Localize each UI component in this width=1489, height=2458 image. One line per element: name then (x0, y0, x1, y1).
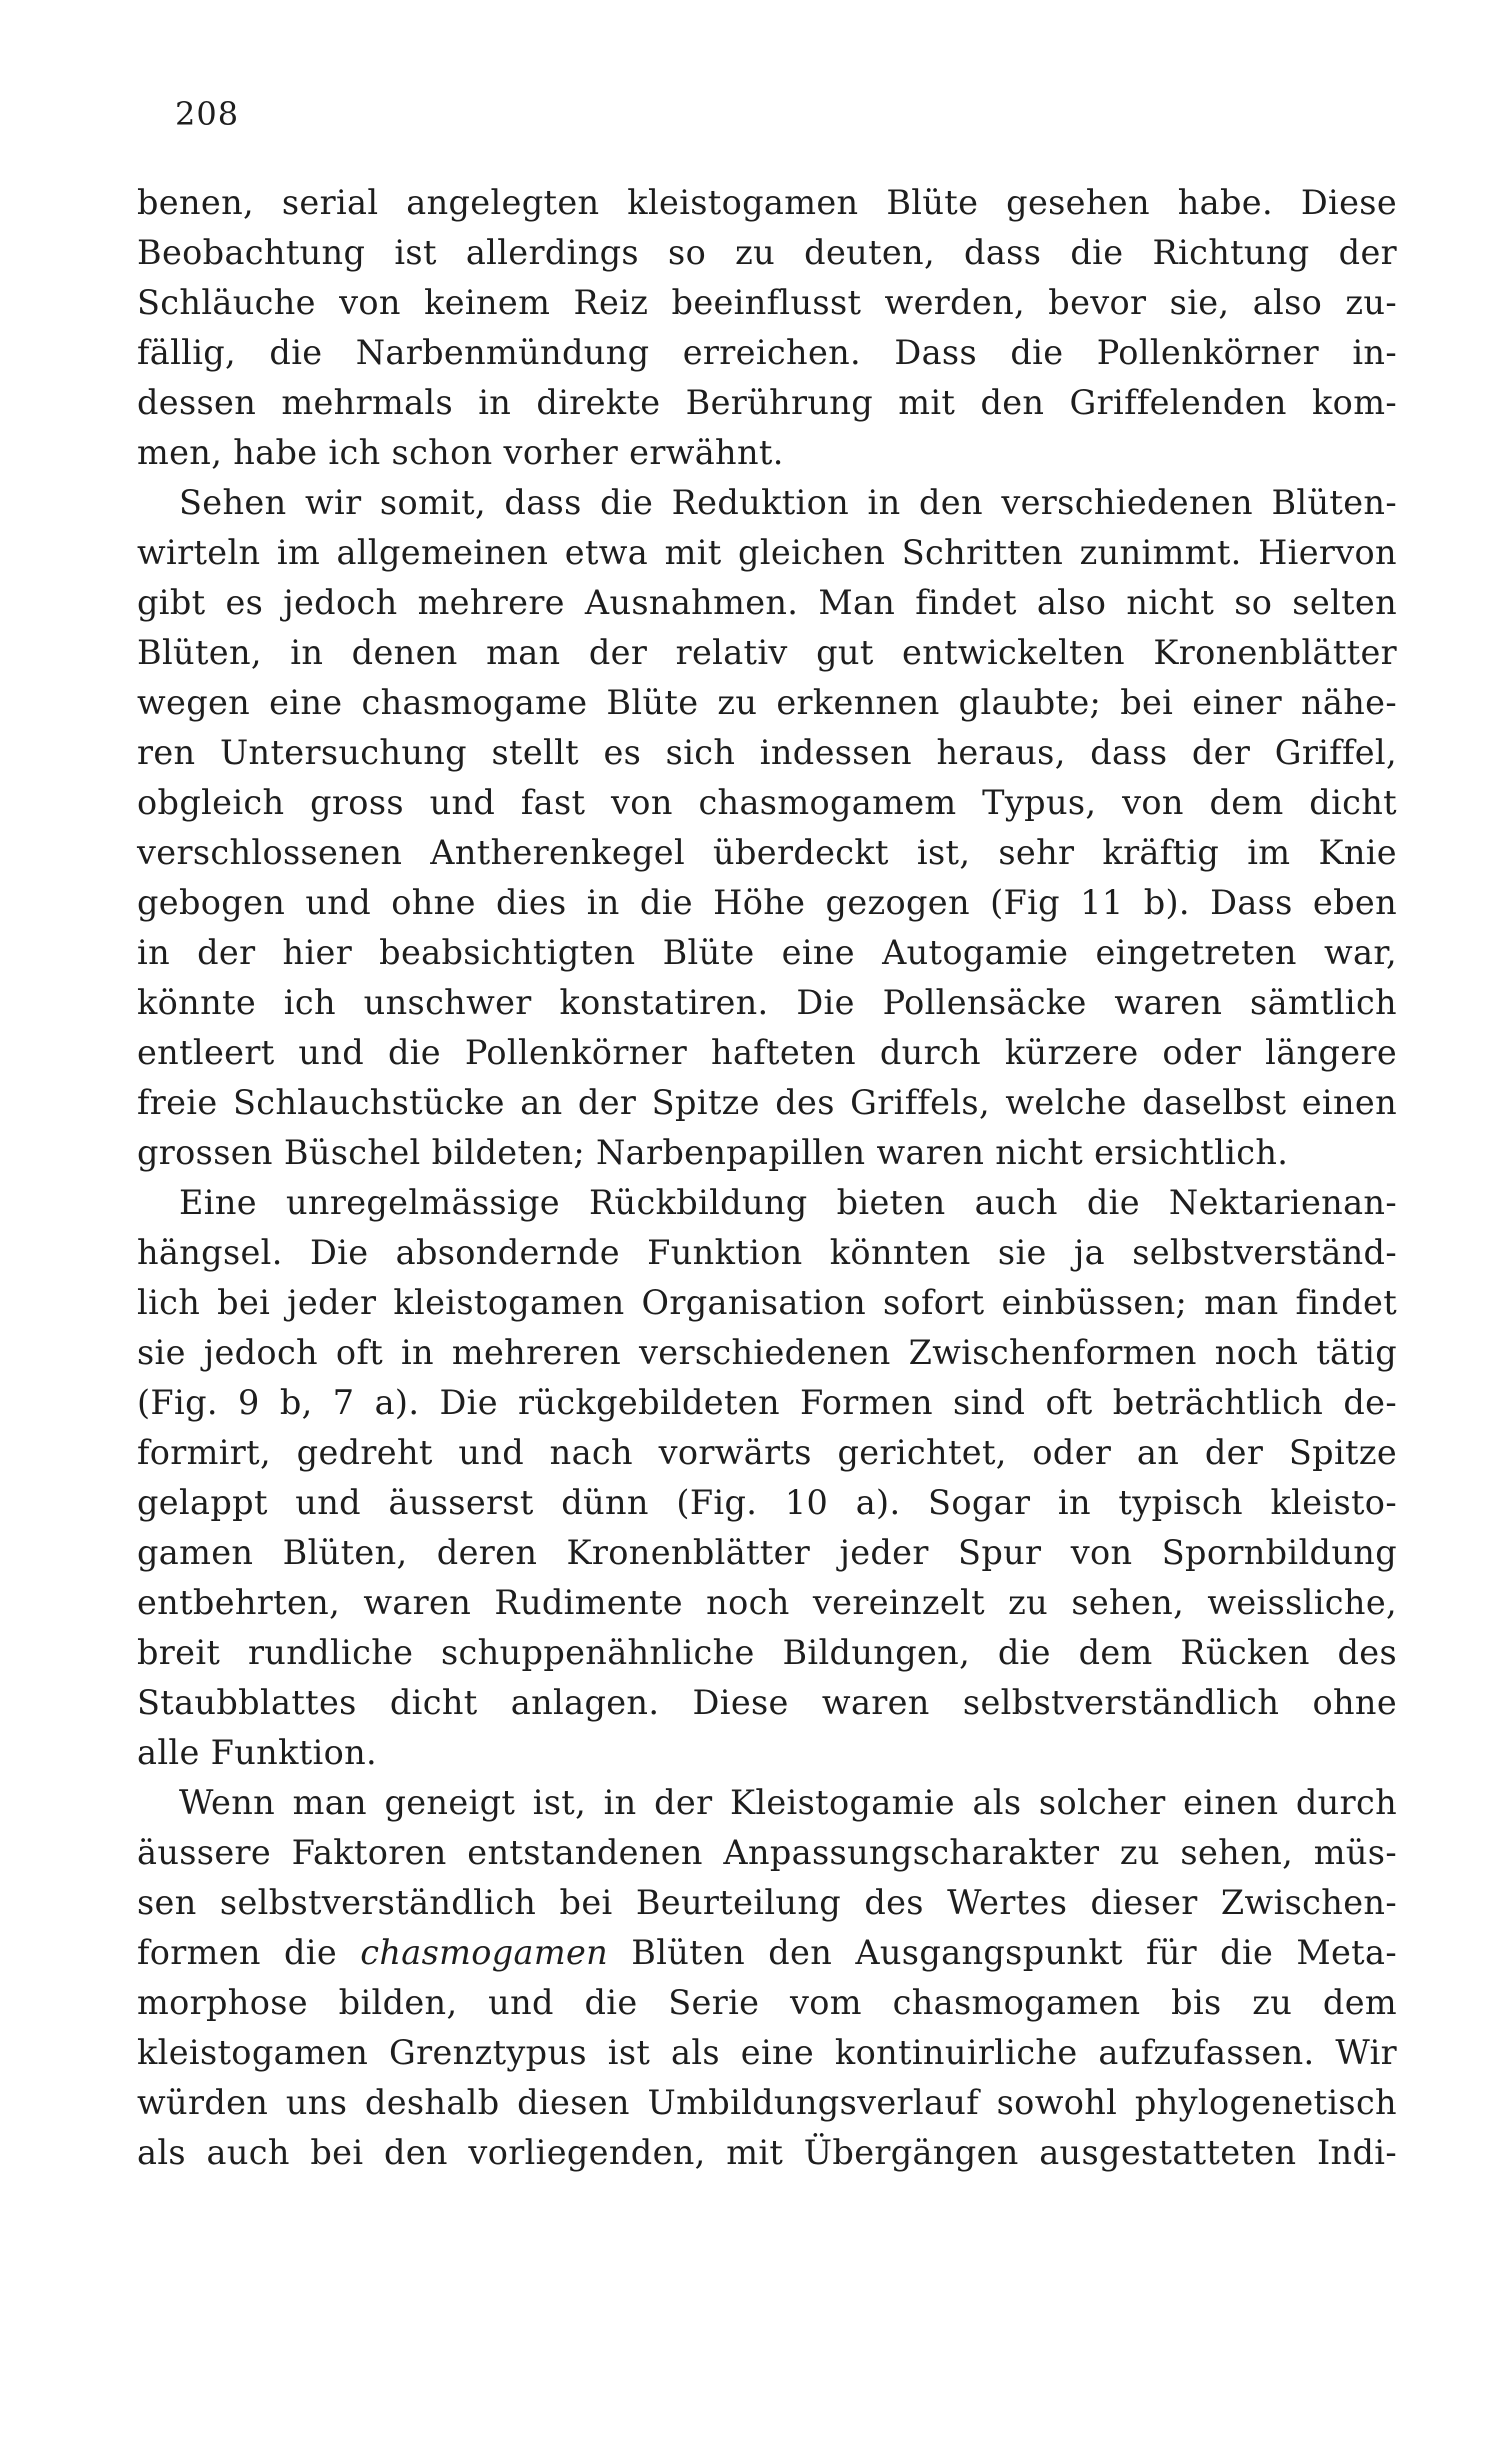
text-line: Blüten, in denen man der relativ gut entwickelten Kronenblätter (137, 633, 1397, 672)
text-line: gebogen und ohne dies in die Höhe gezogen (Fig 11 b). Dass eben (137, 883, 1397, 922)
text-line: kleistogamen Grenztypus ist als eine kontinuirliche aufzufassen. Wir (137, 2033, 1397, 2072)
text-line: men, habe ich schon vorher erwähnt. (137, 433, 784, 472)
text-line: Staubblattes dicht anlagen. Diese waren selbstverständlich ohne (137, 1683, 1397, 1722)
text-line: wegen eine chasmogame Blüte zu erkennen glaubte; bei einer nähe- (137, 683, 1397, 722)
text-line: gibt es jedoch mehrere Ausnahmen. Man findet also nicht so selten (137, 583, 1397, 622)
text-line: sen selbstverständlich bei Beurteilung des Wertes dieser Zwischen- (137, 1883, 1397, 1922)
text-line: entbehrten, waren Rudimente noch vereinzelt zu sehen, weissliche, (137, 1583, 1397, 1622)
page-number: 208 (175, 95, 240, 133)
text-line: Wenn man geneigt ist, in der Kleistogamie als solcher einen durch (179, 1783, 1397, 1822)
text-line: breit rundliche schuppenähnliche Bildungen, die dem Rücken des (137, 1633, 1397, 1672)
text-line: grossen Büschel bildeten; Narbenpapillen waren nicht ersichtlich. (137, 1133, 1289, 1172)
text-line: gamen Blüten, deren Kronenblätter jeder Spur von Spornbildung (137, 1533, 1397, 1572)
text-line: gelappt und äusserst dünn (Fig. 10 a). Sogar in typisch kleisto- (137, 1483, 1397, 1522)
paragraph (137, 178, 1397, 478)
text-line: fällig, die Narbenmündung erreichen. Dass die Pollenkörner in- (137, 333, 1397, 372)
text-line: lich bei jeder kleistogamen Organisation sofort einbüssen; man findet (137, 1283, 1397, 1322)
text-line: Schläuche von keinem Reiz beeinflusst werden, bevor sie, also zu- (137, 283, 1397, 322)
text-line: äussere Faktoren entstandenen Anpassungscharakter zu sehen, müs- (137, 1833, 1397, 1872)
text-line: Sehen wir somit, dass die Reduktion in den verschiedenen Blüten- (179, 483, 1397, 522)
text-line: morphose bilden, und die Serie vom chasmogamen bis zu dem (137, 1983, 1397, 2022)
text-line: würden uns deshalb diesen Umbildungsverlauf sowohl phylogenetisch (137, 2083, 1397, 2122)
text-line: hängsel. Die absondernde Funktion könnten sie ja selbstverständ- (137, 1233, 1397, 1272)
paragraph (137, 1178, 1397, 1778)
text-line: obgleich gross und fast von chasmogamem Typus, von dem dicht (137, 783, 1397, 822)
text-line: könnte ich unschwer konstatiren. Die Pollensäcke waren sämtlich (137, 983, 1397, 1022)
text-line: in der hier beabsichtigten Blüte eine Autogamie eingetreten war, (137, 933, 1397, 972)
text-line: freie Schlauchstücke an der Spitze des Griffels, welche daselbst einen (137, 1083, 1397, 1122)
text-line: dessen mehrmals in direkte Berührung mit den Griffelenden kom- (137, 383, 1397, 422)
text-line: formen die chasmogamen Blüten den Ausgangspunkt für die Meta- (137, 1933, 1397, 1972)
text-line: ren Untersuchung stellt es sich indessen heraus, dass der Griffel, (137, 733, 1397, 772)
text-line: entleert und die Pollenkörner hafteten durch kürzere oder längere (137, 1033, 1397, 1072)
text-line: Eine unregelmässige Rückbildung bieten auch die Nektarienan- (179, 1183, 1397, 1222)
text-line: benen, serial angelegten kleistogamen Blüte gesehen habe. Diese (137, 183, 1397, 222)
text-line: (Fig. 9 b, 7 a). Die rückgebildeten Formen sind oft beträchtlich de- (137, 1383, 1397, 1422)
paragraph (137, 478, 1397, 1178)
paragraph (137, 1778, 1397, 2178)
italic-term: chasmogamen (360, 1933, 609, 1972)
text-line: verschlossenen Antherenkegel überdeckt ist, sehr kräftig im Knie (137, 833, 1397, 872)
text-line: alle Funktion. (137, 1733, 378, 1772)
body-text (137, 178, 1397, 2178)
text-line: Beobachtung ist allerdings so zu deuten, dass die Richtung der (137, 233, 1397, 272)
text-line: formirt, gedreht und nach vorwärts gerichtet, oder an der Spitze (137, 1433, 1397, 1472)
text-line: wirteln im allgemeinen etwa mit gleichen Schritten zunimmt. Hiervon (137, 533, 1397, 572)
text-line: sie jedoch oft in mehreren verschiedenen Zwischenformen noch tätig (137, 1333, 1397, 1372)
text-line: als auch bei den vorliegenden, mit Übergängen ausgestatteten Indi- (137, 2133, 1397, 2172)
